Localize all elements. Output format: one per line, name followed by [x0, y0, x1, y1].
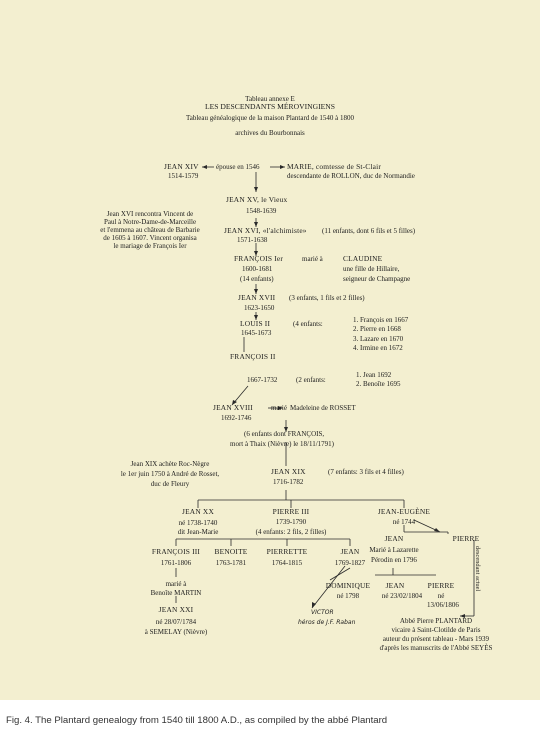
note-victor: héros de J.F. Raban	[298, 619, 356, 626]
author-name: Abbé Pierre PLANTARD	[399, 617, 473, 625]
person-pierre-d: PIERRE	[427, 581, 455, 590]
figure-caption-area	[0, 700, 540, 748]
person-jean-xxi: JEAN XXI	[158, 605, 194, 614]
note-jean-xix-1: Jean XIX achète Roc-Nègre	[130, 460, 210, 468]
person-jean-d: JEAN	[385, 581, 405, 590]
annex-label: Tableau annexe E	[245, 95, 295, 103]
author-credit: auteur du présent tableau - Mars 1939	[382, 635, 490, 643]
children-jean-xix: (7 enfants: 3 fils et 4 filles)	[328, 468, 404, 476]
list-louis-ii-4: 4. Irmine en 1672	[353, 344, 403, 352]
date-pierre-d: 13/06/1806	[427, 601, 459, 609]
person-madeleine: Madeleine de ROSSET	[290, 404, 356, 412]
person-jean-xix: JEAN XIX	[271, 467, 306, 476]
author-source: d'après les manuscrits de l'Abbé SEYÈS	[379, 644, 493, 652]
person-dominique: DOMINIQUE	[325, 581, 371, 590]
married-label: marié à	[302, 255, 323, 263]
arrowhead	[202, 165, 207, 169]
descent-label: descendant actuel	[474, 546, 481, 592]
born-dominique: né 1798	[336, 592, 360, 600]
note-jean-xix-2: le 1er juin 1750 à André de Rosset,	[120, 470, 220, 478]
dates-jean-xix: 1716-1782	[273, 478, 304, 486]
person-francois-ii: FRANÇOIS II	[230, 352, 276, 361]
born-jean-eugene: né 1744	[392, 518, 416, 526]
dates-pierrette: 1764-1815	[271, 559, 303, 567]
children-jean-xvii: (3 enfants, 1 fils et 2 filles)	[289, 294, 365, 302]
married-label: marié	[271, 404, 287, 412]
dates-jean-xiv: 1514-1579	[168, 172, 199, 180]
born-jean-d: né 23/02/1804	[381, 592, 423, 600]
person-marie: MARIE, comtesse de St-Clair	[287, 162, 382, 171]
person-jean-xv: JEAN XV, le Vieux	[226, 195, 288, 204]
dates-jean-xvi: 1571-1638	[237, 236, 268, 244]
dates-pierre-iii: 1739-1790	[275, 518, 307, 526]
children-francois-i: (14 enfants)	[240, 275, 274, 283]
document-subtitle: Tableau généalogique de la maison Plantard de 1540 à 1800	[185, 114, 355, 122]
person-benoite: BENOITE	[214, 547, 248, 556]
person-pierre-e: PIERRE	[452, 534, 480, 543]
arrowhead	[254, 187, 258, 192]
list-francois-ii-2: 2. Benoîte 1695	[356, 380, 401, 388]
dates-jean-xviii: 1692-1746	[221, 414, 252, 422]
desc-jean-e-1: Marié à Lazarette	[369, 546, 419, 554]
children-jean-xviii-2: mort à Thaix (Nièvre) le 18/11/1791)	[230, 440, 334, 448]
list-louis-ii-1: 1. François en 1667	[353, 316, 409, 324]
dates-benoite: 1763-1781	[215, 559, 247, 567]
children-pierre-iii: (4 enfants: 2 fils, 2 filles)	[255, 528, 327, 536]
dates-francois-iii: 1761-1806	[160, 559, 192, 567]
note-jean-xix-3: duc de Fleury	[150, 480, 190, 488]
figure-caption: Fig. 4. The Plantard genealogy from 1540 till 1800 A.D., as compiled by the abbé Plantard	[6, 715, 388, 726]
person-francois-iii: FRANÇOIS III	[151, 547, 201, 556]
document-title: LES DESCENDANTS MÉROVINGIENS	[205, 102, 335, 111]
person-francois-i: FRANÇOIS Ier	[234, 254, 284, 263]
desc-claudine-2: seigneur de Champagne	[343, 275, 411, 283]
person-benoite-martin: Benoîte MARTIN	[150, 589, 202, 597]
desc-marie: descendante de ROLLON, duc de Normandie	[287, 172, 415, 180]
person-jean-eugene: JEAN-EUGÈNE	[377, 507, 431, 516]
note-jean-xvi-5: le mariage de François Ier	[113, 242, 187, 250]
born-jean-xx: né 1738-1740	[178, 519, 218, 527]
diag-line	[330, 568, 350, 580]
dates-francois-i: 1600-1681	[242, 265, 273, 273]
arrowhead	[280, 165, 285, 169]
dates-jean-b: 1769-1827	[334, 559, 366, 567]
note-jean-xvi-1: Jean XVI rencontra Vincent de	[106, 210, 194, 218]
person-jean-xvi: JEAN XVI, «l'alchimiste»	[224, 226, 307, 235]
note-jean-xvi-3: et l'emmena au château de Barbarie	[100, 226, 200, 234]
dates-louis-ii: 1645-1673	[241, 329, 272, 337]
arrowhead	[312, 602, 316, 608]
marriage-label: épouse en 1546	[216, 163, 260, 171]
list-louis-ii-3: 3. Lazare en 1670	[353, 335, 404, 343]
person-victor: VICTOR	[311, 609, 334, 616]
arrowhead	[434, 528, 440, 532]
person-jean-xx: JEAN XX	[182, 507, 214, 516]
person-claudine: CLAUDINE	[343, 254, 383, 263]
desc-claudine-1: une fille de Hillaire,	[343, 265, 400, 273]
person-jean-xiv: JEAN XIV	[164, 162, 199, 171]
person-jean-e: JEAN	[384, 534, 404, 543]
document-source: archives du Bourbonnais	[235, 129, 305, 137]
list-louis-ii-2: 2. Pierre en 1668	[353, 325, 401, 333]
children-jean-xvi: (11 enfants, dont 6 fils et 5 filles)	[322, 227, 416, 235]
note-jean-xvi-2: Paul à Notre-Dame-de-Marceille	[103, 218, 197, 226]
married-label: marié à	[165, 580, 187, 588]
author-title: vicaire à Saint-Clotilde de Paris	[391, 626, 481, 634]
person-pierre-iii: PIERRE III	[272, 507, 310, 516]
born-pierre-d: né	[437, 592, 445, 600]
person-louis-ii: LOUIS II	[240, 319, 271, 328]
children-jean-xviii-1: (6 enfants dont FRANÇOIS,	[244, 430, 325, 438]
dates-jean-xvii: 1623-1650	[244, 304, 275, 312]
children-francois-ii: (2 enfants:	[296, 376, 326, 384]
children-louis-ii: (4 enfants:	[293, 320, 323, 328]
person-pierrette: PIERRETTE	[266, 547, 308, 556]
desc-jean-e-2: Pérodin en 1796	[371, 556, 417, 564]
person-jean-xviii: JEAN XVIII	[213, 403, 253, 412]
dates-francois-ii: 1667-1732	[247, 376, 278, 384]
nickname-jean-xx: dit Jean-Marie	[177, 528, 219, 536]
born-jean-xxi: né 28/07/1784	[155, 618, 197, 626]
person-jean-b: JEAN	[340, 547, 360, 556]
list-francois-ii-1: 1. Jean 1692	[356, 371, 392, 379]
place-jean-xxi: à SEMELAY (Nièvre)	[144, 628, 208, 636]
dates-jean-xv: 1548-1639	[246, 207, 277, 215]
person-jean-xvii: JEAN XVII	[238, 293, 276, 302]
note-jean-xvi-4: de 1605 à 1607. Vincent organisa	[103, 234, 197, 242]
